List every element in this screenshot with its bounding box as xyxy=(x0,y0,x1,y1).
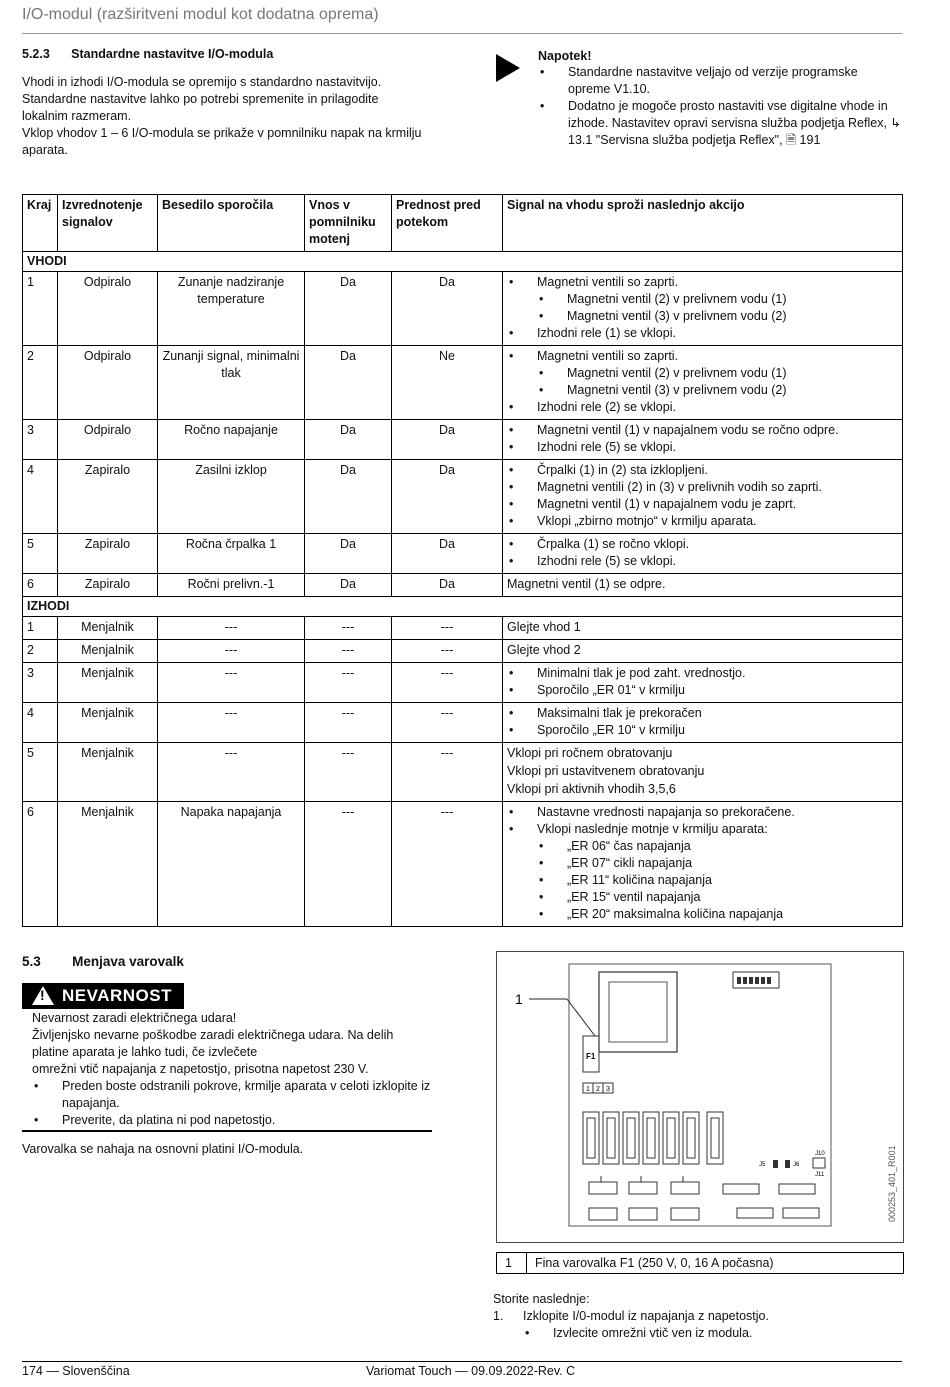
paragraph: Vhodi in izhodi I/O-modula se opremijo s standardno nastavitvijo. xyxy=(22,75,382,89)
fuse-label: F1 xyxy=(586,1052,596,1061)
table-cell-action xyxy=(503,574,903,597)
action-item: • Magnetni ventil (1) v napajalnem vodu se ročno odpre. xyxy=(503,422,902,439)
action-item: • Sporočilo „ER 01“ v krmilju xyxy=(503,682,902,699)
action-item: • „ER 11“ količina napajanja xyxy=(503,872,902,889)
table-cell-prio: Da xyxy=(392,574,503,597)
table-cell-mem: --- xyxy=(305,640,392,663)
section-523-body xyxy=(22,74,422,159)
action-item: • Črpalka (1) se ročno vklopi. xyxy=(503,536,902,553)
table-cell-kraj: 4 xyxy=(23,703,58,743)
column-header: Prednost pred potekom xyxy=(392,195,503,252)
action-item: • Izhodni rele (5) se vklopi. xyxy=(503,439,902,456)
table-row xyxy=(23,420,903,460)
table-cell-msg: --- xyxy=(158,663,305,703)
table-cell-prio: Da xyxy=(392,420,503,460)
table-cell-prio: --- xyxy=(392,663,503,703)
table-cell-action xyxy=(503,272,903,346)
section-number: 5.2.3 xyxy=(22,47,50,61)
table-cell-kraj: 2 xyxy=(23,346,58,420)
figure-legend xyxy=(496,1252,904,1274)
table-cell-kraj: 3 xyxy=(23,420,58,460)
table-cell-action xyxy=(503,420,903,460)
table-cell-eval: Zapiralo xyxy=(58,574,158,597)
section-title: Menjava varovalk xyxy=(72,954,184,969)
fuse-location-text: Varovalka se nahaja na osnovni platini I/O-modula. xyxy=(22,1142,304,1156)
steps-intro: Storite naslednje: xyxy=(493,1292,590,1306)
signal-table xyxy=(22,194,903,927)
note-item: • Standardne nastavitve veljajo od verzije programske opreme V1.10. xyxy=(538,64,902,98)
table-cell-eval: Menjalnik xyxy=(58,703,158,743)
table-cell-eval: Odpiralo xyxy=(58,420,158,460)
action-item: • Sporočilo „ER 10“ v krmilju xyxy=(503,722,902,739)
warning-line: Nevarnost zaradi električnega udara! xyxy=(32,1011,237,1025)
action-line: Glejte vhod 2 xyxy=(507,643,581,657)
action-item: • Vklopi naslednje motnje v krmilju aparata: xyxy=(503,821,902,838)
table-cell-eval: Odpiralo xyxy=(58,272,158,346)
action-item: • Magnetni ventili so zaprti. xyxy=(503,274,902,291)
table-cell-kraj: 2 xyxy=(23,640,58,663)
table-cell-prio: Ne xyxy=(392,346,503,420)
action-item: • Črpalki (1) in (2) sta izklopljeni. xyxy=(503,462,902,479)
column-header: Izvrednotenje signalov xyxy=(58,195,158,252)
table-cell-msg: Ročni prelivn.-1 xyxy=(158,574,305,597)
step-text: Izklopite I/0-modul iz napajanja z napetostjo. xyxy=(523,1309,769,1323)
table-cell-msg: Zunanje nadziranje temperature xyxy=(158,272,305,346)
action-line: Glejte vhod 1 xyxy=(507,620,581,634)
action-item: • „ER 15“ ventil napajanja xyxy=(503,889,902,906)
table-cell-prio: Da xyxy=(392,460,503,534)
table-group-row xyxy=(23,597,903,617)
terminal-label: 2 xyxy=(596,1086,600,1093)
table-cell-eval: Menjalnik xyxy=(58,617,158,640)
warning-item: • Preden boste odstranili pokrove, krmilje aparata v celoti izklopite iz napajanja. xyxy=(32,1078,432,1112)
action-item: • „ER 07“ cikli napajanja xyxy=(503,855,902,872)
table-row xyxy=(23,460,903,534)
action-item: • Izhodni rele (2) se vklopi. xyxy=(503,399,902,416)
action-item: • Magnetni ventil (3) v prelivnem vodu (2) xyxy=(503,308,902,325)
table-cell-kraj: 5 xyxy=(23,534,58,574)
table-cell-mem: --- xyxy=(305,663,392,703)
table-row xyxy=(23,703,903,743)
table-cell-mem: Da xyxy=(305,346,392,420)
note-arrow-icon xyxy=(496,54,520,82)
action-item: • „ER 20“ maksimalna količina napajanja xyxy=(503,906,902,923)
table-cell-kraj: 4 xyxy=(23,460,58,534)
footer-document-info: Variomat Touch — 09.09.2022-Rev. C xyxy=(366,1364,576,1378)
table-cell-msg: --- xyxy=(158,617,305,640)
table-cell-prio: --- xyxy=(392,617,503,640)
group-label: IZHODI xyxy=(23,597,903,617)
table-row xyxy=(23,346,903,420)
table-row xyxy=(23,617,903,640)
table-cell-action xyxy=(503,460,903,534)
action-item: • Magnetni ventil (2) v prelivnem vodu (1) xyxy=(503,291,902,308)
footer-page-number: 174 — Slovenščina xyxy=(22,1364,130,1378)
table-cell-eval: Menjalnik xyxy=(58,663,158,703)
table-group-row xyxy=(23,252,903,272)
table-cell-action xyxy=(503,703,903,743)
danger-label: ! NEVARNOST xyxy=(22,983,184,1009)
table-cell-action xyxy=(503,640,903,663)
figure-id: 000253_401_R001 xyxy=(887,1145,897,1222)
pcb-figure xyxy=(496,951,904,1243)
action-item: • Nastavne vrednosti napajanja so prekoračene. xyxy=(503,804,902,821)
terminal-label: 1 xyxy=(586,1086,590,1093)
table-cell-mem: Da xyxy=(305,574,392,597)
table-row xyxy=(23,534,903,574)
table-cell-action xyxy=(503,663,903,703)
table-row xyxy=(23,802,903,927)
table-cell-kraj: 6 xyxy=(23,802,58,927)
table-cell-action xyxy=(503,534,903,574)
column-header: Signal na vhodu sproži naslednjo akcijo xyxy=(503,195,903,252)
warning-rule xyxy=(22,1130,432,1132)
jumper-label: J11 xyxy=(815,1172,825,1178)
table-cell-eval: Menjalnik xyxy=(58,802,158,927)
column-header: Besedilo sporočila xyxy=(158,195,305,252)
table-cell-mem: Da xyxy=(305,272,392,346)
action-item: • Magnetni ventil (2) v prelivnem vodu (1) xyxy=(503,365,902,382)
table-cell-kraj: 1 xyxy=(23,617,58,640)
note-item: • Dodatno je mogoče prosto nastaviti vse digitalne vhode in izhode. Nastavitev opravi servisna služba podjetja Reflex, ↳ 13.1 "Servisna služba podjetja Reflex", 🗎 191 xyxy=(538,98,902,149)
pcb-drawing xyxy=(497,952,903,1242)
step-item xyxy=(493,1308,902,1325)
jumper-label: J10 xyxy=(815,1151,825,1157)
warning-body xyxy=(32,1010,432,1129)
note-box xyxy=(538,49,902,149)
table-cell-kraj: 1 xyxy=(23,272,58,346)
table-cell-prio: --- xyxy=(392,640,503,663)
section-title: Standardne nastavitve I/O-modula xyxy=(71,47,274,61)
table-header-row xyxy=(23,195,903,252)
table-cell-mem: --- xyxy=(305,743,392,802)
table-cell-eval: Menjalnik xyxy=(58,640,158,663)
table-cell-prio: Da xyxy=(392,534,503,574)
section-53-heading xyxy=(22,954,184,969)
action-item: • Magnetni ventil (3) v prelivnem vodu (2) xyxy=(503,382,902,399)
action-line: Vklopi pri ročnem obratovanju xyxy=(507,746,673,760)
jumper-label: J6 xyxy=(793,1162,800,1168)
action-item: • Minimalni tlak je pod zaht. vrednostjo. xyxy=(503,665,902,682)
table-cell-msg: Napaka napajanja xyxy=(158,802,305,927)
table-cell-eval: Odpiralo xyxy=(58,346,158,420)
danger-label-text: NEVARNOST xyxy=(62,986,172,1005)
section-523-heading xyxy=(22,47,273,61)
table-cell-msg: --- xyxy=(158,703,305,743)
step-number: 1. xyxy=(493,1309,504,1323)
table-row xyxy=(23,574,903,597)
action-item: • Magnetni ventili (2) in (3) v prelivnih vodih so zaprti. xyxy=(503,479,902,496)
column-header: Kraj xyxy=(23,195,58,252)
action-item: • Izhodni rele (1) se vklopi. xyxy=(503,325,902,342)
action-line: Magnetni ventil (1) se odpre. xyxy=(507,577,666,591)
table-cell-prio: --- xyxy=(392,802,503,927)
steps-list xyxy=(493,1308,902,1325)
table-cell-kraj: 6 xyxy=(23,574,58,597)
section-number: 5.3 xyxy=(22,954,41,969)
table-row xyxy=(23,640,903,663)
note-title: Napotek! xyxy=(538,49,592,63)
table-cell-eval: Menjalnik xyxy=(58,743,158,802)
action-item: • Maksimalni tlak je prekoračen xyxy=(503,705,902,722)
table-cell-eval: Zapiralo xyxy=(58,460,158,534)
table-cell-mem: --- xyxy=(305,617,392,640)
table-cell-prio: --- xyxy=(392,743,503,802)
steps-block xyxy=(493,1291,902,1342)
table-cell-kraj: 3 xyxy=(23,663,58,703)
column-header: Vnos v pomnilniku motenj xyxy=(305,195,392,252)
header-rule xyxy=(22,33,902,34)
paragraph: Vklop vhodov 1 – 6 I/O-modula se prikaže v pomnilniku napak na krmilju aparata. xyxy=(22,126,422,157)
table-cell-msg: Ročna črpalka 1 xyxy=(158,534,305,574)
table-row xyxy=(23,663,903,703)
table-cell-prio: Da xyxy=(392,272,503,346)
table-cell-mem: --- xyxy=(305,703,392,743)
table-cell-action xyxy=(503,802,903,927)
table-cell-prio: --- xyxy=(392,703,503,743)
table-cell-action xyxy=(503,617,903,640)
action-line: Vklopi pri aktivnih vhodih 3,5,6 xyxy=(507,782,676,796)
action-item: • Magnetni ventil (1) v napajalnem vodu je zaprt. xyxy=(503,496,902,513)
table-cell-kraj: 5 xyxy=(23,743,58,802)
terminal-label: 3 xyxy=(606,1086,610,1093)
table-cell-mem: Da xyxy=(305,534,392,574)
table-cell-eval: Zapiralo xyxy=(58,534,158,574)
table-cell-mem: --- xyxy=(305,802,392,927)
table-cell-mem: Da xyxy=(305,420,392,460)
figure-callout: 1 xyxy=(515,991,523,1007)
group-label: VHODI xyxy=(23,252,903,272)
warning-line: omrežni vtič napajanja z napetostjo, prisotna napetost 230 V. xyxy=(32,1062,369,1076)
warning-line: Življenjsko nevarne poškodbe zaradi električnega udara. Na delih platine aparata je lahko tudi, če izvlečete xyxy=(32,1028,394,1059)
table-cell-msg: --- xyxy=(158,743,305,802)
table-cell-msg: Zunanji signal, minimalni tlak xyxy=(158,346,305,420)
step-subitem: • Izvlecite omrežni vtič ven iz modula. xyxy=(523,1325,902,1342)
table-cell-action xyxy=(503,346,903,420)
legend-number: 1 xyxy=(497,1253,527,1273)
table-row xyxy=(23,272,903,346)
table-cell-msg: Ročno napajanje xyxy=(158,420,305,460)
action-item: • Magnetni ventili so zaprti. xyxy=(503,348,902,365)
action-line: Vklopi pri ustavitvenem obratovanju xyxy=(507,764,705,778)
jumper-label: J5 xyxy=(759,1162,766,1168)
table-row xyxy=(23,743,903,802)
warning-item: • Preverite, da platina ni pod napetostjo. xyxy=(32,1112,432,1129)
table-cell-msg: --- xyxy=(158,640,305,663)
table-cell-msg: Zasilni izklop xyxy=(158,460,305,534)
footer-rule xyxy=(22,1361,902,1362)
table-cell-mem: Da xyxy=(305,460,392,534)
paragraph: Standardne nastavitve lahko po potrebi spremenite in prilagodite lokalnim razmeram. xyxy=(22,92,379,123)
legend-text: Fina varovalka F1 (250 V, 0, 16 A počasna) xyxy=(535,1256,774,1270)
action-item: • „ER 06“ čas napajanja xyxy=(503,838,902,855)
action-item: • Izhodni rele (5) se vklopi. xyxy=(503,553,902,570)
action-item: • Vklopi „zbirno motnjo“ v krmilju aparata. xyxy=(503,513,902,530)
page-header-title: I/O-modul (razširitveni modul kot dodatna oprema) xyxy=(22,6,379,23)
table-cell-action xyxy=(503,743,903,802)
